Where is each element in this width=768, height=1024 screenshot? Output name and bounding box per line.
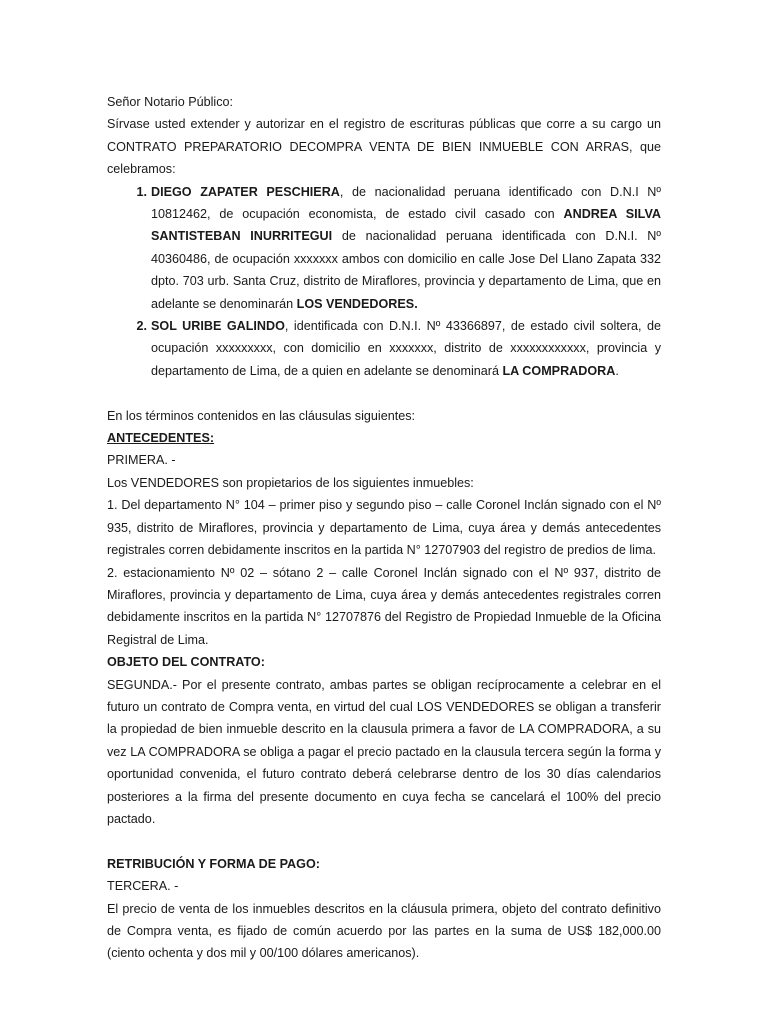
section-heading-objeto: OBJETO DEL CONTRATO: [107,655,265,670]
party-number: 2. [136,319,147,334]
party-details: de nacionalidad peruana identificada con D.N.I. Nº 40360486, de ocupación xxxxxxx ambos con domicilio en calle Jose Del Llano Zapata 332 dpto. 703 urb. Santa Cruz, distrito de Miraflores, provincia y departamento de Lima, que en adelante se denominarán [151,229,661,311]
party-item-1 [107,181,661,315]
section-heading-antecedentes: ANTECEDENTES: [107,431,215,446]
clause-segunda: SEGUNDA.- Por el presente contrato, ambas partes se obligan recíprocamente a celebrar en el futuro un contrato de Compra venta, en virtud del cual LOS VENDEDORES se obligan a transferir la propiedad de bien inmueble descrito en la clausula primera a favor de LA COMPRADORA, a su vez LA COMPRADORA se obliga a pagar el precio pactado en la clausula tercera según la forma y oportunidad convenida, el futuro contrato deberá celebrarse dentro de los 30 días calendarios posteriores a la firma del presente documento en cuya fecha se cancelará el 100% del precio pactado. [107,677,661,826]
party-role: LOS VENDEDORES. [296,296,418,311]
property-item-2: 2. estacionamiento Nº 02 – sótano 2 – calle Coronel Inclán signado con el Nº 937, distrito de Miraflores, provincia y departamento de Lima, cuya área y demás antecedentes registrales corren debidamente inscritos en la partida N° 12707876 del Registro de Propiedad Inmueble de la Oficina Registral de Lima. [107,565,661,647]
retribucion-text: El precio de venta de los inmuebles descritos en la cláusula primera, objeto del contrato definitivo de Compra venta, es fijado de común acuerdo por las partes en la suma de US$ 182,000.00 (ciento ochenta y dos mil y 00/100 dólares americanos). [107,901,661,961]
party-name: DIEGO ZAPATER PESCHIERA [151,184,340,199]
party-text [151,315,661,382]
section-heading-retribucion: RETRIBUCIÓN Y FORMA DE PAGO: [107,856,320,871]
clause-primera: PRIMERA. - [107,453,176,468]
party-number: 1. [136,184,147,199]
party-details: , de nacionalidad peruana identificado con D.N.I Nº 10812462, de ocupación economista, de estado civil casado con [151,184,661,222]
party-details: . [615,363,619,378]
party-item-2 [107,315,661,382]
clause-tercera: TERCERA. - [107,879,179,894]
party-role: LA COMPRADORA [502,363,616,378]
party-text [151,181,661,315]
property-item-1: 1. Del departamento N° 104 – primer piso y segundo piso – calle Coronel Inclán signado con el Nº 935, distrito de Miraflores, provincia y departamento de Lima, cuya área y demás antecedentes registrales corren debidamente inscritos en la partida N° 12707903 del registro de predios de lima. [107,498,661,558]
party-details: , identificada con D.N.I. Nº 43366897, de estado civil soltera, de ocupación xxxxxxxxx, con domicilio en xxxxxxx, distrito de xxxxxxxxxxxx, provincia y departamento de Lima, de a quien en adelante se denominará [151,319,661,378]
party-name: SOL URIBE GALINDO [151,319,285,334]
parties-list [107,181,661,383]
intro-paragraph: Sírvase usted extender y autorizar en el registro de escrituras públicas que corre a su cargo un CONTRATO PREPARATORIO DECOMPRA VENTA DE BIEN INMUEBLE CON ARRAS, que celebramos: [107,117,661,177]
party-spouse-name: ANDREA SILVA SANTISTEBAN INURRITEGUI [151,207,662,244]
salutation: Señor Notario Público: [107,95,234,109]
terms-intro: En los términos contenidos en las cláusulas siguientes: [107,408,416,423]
antecedentes-lead: Los VENDEDORES son propietarios de los siguientes inmuebles: [107,475,474,490]
